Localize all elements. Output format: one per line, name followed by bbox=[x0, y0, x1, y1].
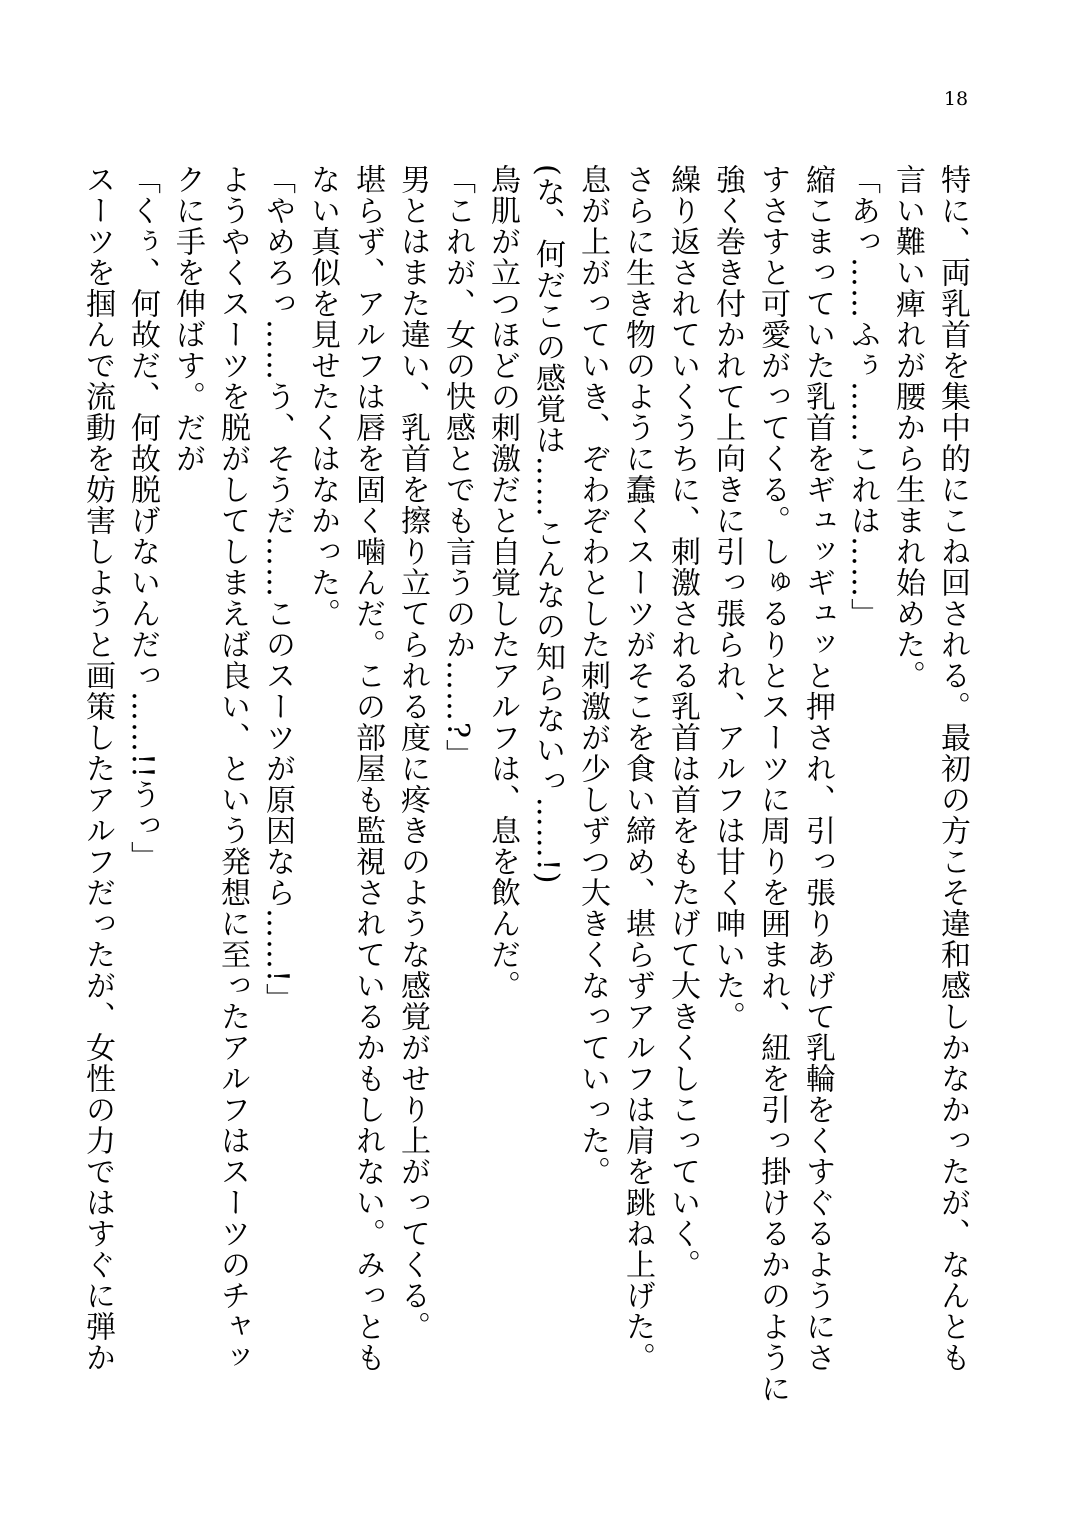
body-text bbox=[75, 164, 975, 1404]
text-line: 「あっ……ふぅ……これは……」 bbox=[845, 164, 880, 629]
text-line: 強く巻き付かれて上向きに引っ張られ、アルフは甘く呻いた。 bbox=[710, 164, 745, 1032]
text-line: 繰り返されていくうちに、刺激される乳首は首をもたげて大きくしこっていく。 bbox=[665, 164, 700, 1280]
text-line: (な、何だこの感覚は……こんなの知らないっ……!) bbox=[530, 164, 565, 885]
text-line: 言い難い痺れが腰から生まれ始めた。 bbox=[890, 164, 925, 691]
text-line: 「やめろっ……う、そうだ……このスーツが原因なら……!」 bbox=[260, 164, 295, 1015]
text-line: ない真似を見せたくはなかった。 bbox=[305, 164, 340, 629]
text-line: 鳥肌が立つほどの刺激だと自覚したアルフは、息を飲んだ。 bbox=[485, 164, 520, 1001]
text-line: クに手を伸ばす。だが bbox=[170, 164, 205, 474]
text-line: すさすと可愛がってくる。しゅるりとスーツに周りを囲まれ、紐を引っ掛けるかのように bbox=[755, 164, 790, 1404]
text-line: スーツを掴んで流動を妨害しようと画策したアルフだったが、女性の力ではすぐに弾か bbox=[80, 164, 115, 1373]
text-line: 男とはまた違い、乳首を擦り立てられる度に疼きのような感覚がせり上がってくる。 bbox=[395, 164, 430, 1342]
text-line: 「これが、女の快感とでも言うのか……?」 bbox=[440, 164, 475, 771]
text-line: 「くぅ、何故だ、何故脱げないんだっ……!!うっ」 bbox=[125, 164, 160, 873]
text-line: ようやくスーツを脱がしてしまえば良い、という発想に至ったアルフはスーツのチャッ bbox=[215, 164, 250, 1373]
text-line: 特に、両乳首を集中的にこね回される。最初の方こそ違和感しかなかったが、なんとも bbox=[935, 164, 970, 1373]
text-line: 堪らず、アルフは唇を固く噛んだ。この部屋も監視されているかもしれない。みっとも bbox=[350, 164, 385, 1373]
text-line: 縮こまっていた乳首をギュッギュッと押され、引っ張りあげて乳輪をくすぐるようにさ bbox=[800, 164, 835, 1373]
text-line: さらに生き物のように蠢くスーツがそこを食い締め、堪らずアルフは肩を跳ね上げた。 bbox=[620, 164, 655, 1373]
page-number: 18 bbox=[943, 88, 969, 110]
text-line: 息が上がっていき、ぞわぞわとした刺激が少しずつ大きくなっていった。 bbox=[575, 164, 610, 1187]
